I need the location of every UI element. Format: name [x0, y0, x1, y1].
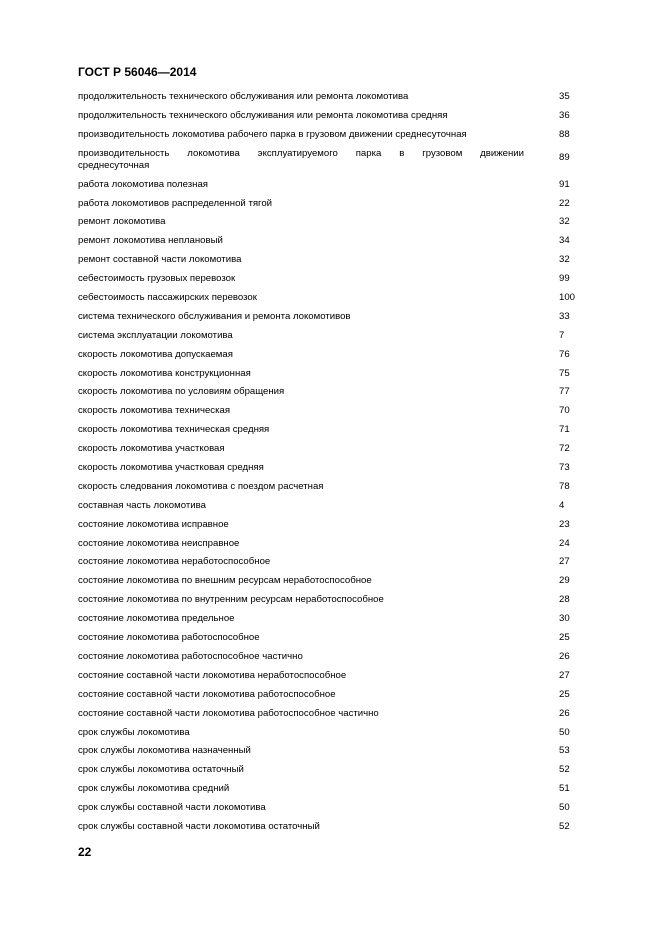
- index-number: 53: [559, 745, 570, 757]
- index-term: состояние локомотива работоспособное частично: [78, 650, 303, 662]
- index-entry: [78, 235, 588, 247]
- index-entry: [78, 481, 588, 493]
- index-entry: [78, 311, 588, 323]
- index-term: состояние локомотива работоспособное: [78, 632, 260, 644]
- index-entry: [78, 330, 588, 342]
- index-term: продолжительность технического обслуживания или ремонта локомотива средняя: [78, 109, 448, 121]
- index-entry: [78, 292, 588, 304]
- index-term: срок службы составной части локомотива остаточный: [78, 820, 320, 832]
- index-number: 36: [559, 109, 570, 121]
- index-entry: [78, 91, 588, 103]
- index-term: состояние локомотива по внешним ресурсам неработоспособное: [78, 575, 372, 587]
- index-entry: [78, 110, 588, 122]
- index-term: состояние локомотива неисправное: [78, 537, 240, 549]
- index-number: 25: [559, 688, 570, 700]
- index-entry: [78, 538, 588, 550]
- index-term: ремонт локомотива: [78, 216, 166, 228]
- index-entry: [78, 783, 588, 795]
- document-header: ГОСТ Р 56046—2014: [78, 65, 197, 79]
- index-entry: [78, 594, 588, 606]
- index-number: 33: [559, 310, 570, 322]
- index-term: продолжительность технического обслуживания или ремонта локомотива: [78, 91, 409, 102]
- index-term: составная часть локомотива: [78, 499, 206, 511]
- index-term: состояние локомотива неработоспособное: [78, 556, 271, 568]
- index-entry: [78, 689, 588, 701]
- index-term-line2: среднесуточная: [78, 159, 150, 171]
- index-entry: [78, 405, 588, 417]
- index-number: 78: [559, 480, 570, 492]
- index-number: 32: [559, 216, 570, 228]
- index-term: скорость локомотива конструкционная: [78, 367, 251, 379]
- index-entry: [78, 632, 588, 644]
- index-term: срок службы локомотива остаточный: [78, 764, 244, 776]
- index-term: состояние составной части локомотива работоспособное частично: [78, 707, 379, 719]
- index-number: 77: [559, 386, 570, 398]
- index-entry: [78, 129, 588, 141]
- index-entry: [78, 708, 588, 720]
- index-entry: [78, 802, 588, 814]
- index-entry: [78, 821, 588, 833]
- index-term: срок службы локомотива назначенный: [78, 745, 251, 757]
- index-entry: [78, 727, 588, 739]
- index-number: 70: [559, 405, 570, 417]
- index-entry: [78, 443, 588, 455]
- index-number: 7: [559, 329, 565, 341]
- index-number: 72: [559, 443, 570, 455]
- index-term: производительность локомотива рабочего парка в грузовом движении среднесуточная: [78, 128, 467, 140]
- index-number: 30: [559, 613, 570, 625]
- index-entry: [78, 424, 588, 436]
- index-number: 26: [559, 707, 570, 719]
- index-number: 27: [559, 669, 570, 681]
- index-number: 34: [559, 235, 570, 247]
- index-number: 25: [559, 632, 570, 644]
- index-entry: [78, 349, 588, 361]
- index-entry: [78, 462, 588, 474]
- index-term: срок службы локомотива средний: [78, 783, 230, 795]
- term-index-list: [78, 91, 588, 840]
- index-number: 73: [559, 462, 570, 474]
- index-term-line1: производительность локомотива эксплуатируемого парка в грузовом движении: [78, 147, 524, 159]
- index-term: скорость локомотива техническая средняя: [78, 424, 270, 436]
- index-term: скорость локомотива техническая: [78, 405, 231, 417]
- index-term: [78, 148, 524, 172]
- index-number: 50: [559, 726, 570, 738]
- index-entry: [78, 500, 588, 512]
- index-entry: [78, 148, 588, 172]
- index-term: состояние составной части локомотива работоспособное: [78, 688, 336, 700]
- index-number: 26: [559, 650, 570, 662]
- index-entry: [78, 613, 588, 625]
- index-entry: [78, 519, 588, 531]
- index-term: состояние локомотива по внутренним ресурсам неработоспособное: [78, 594, 384, 606]
- index-number: 100: [559, 292, 576, 304]
- index-term: система эксплуатации локомотива: [78, 329, 233, 341]
- index-term: скорость локомотива допускаемая: [78, 348, 233, 360]
- index-number: 28: [559, 594, 570, 606]
- index-entry: [78, 386, 588, 398]
- index-term: состояние составной части локомотива неработоспособное: [78, 669, 347, 681]
- page-number: 22: [78, 845, 92, 859]
- index-entry: [78, 745, 588, 757]
- index-term: скорость следования локомотива с поездом расчетная: [78, 480, 324, 492]
- index-entry: [78, 368, 588, 380]
- index-number: 51: [559, 783, 570, 795]
- index-entry: [78, 575, 588, 587]
- index-number: 91: [559, 178, 570, 190]
- index-entry: [78, 273, 588, 285]
- index-entry: [78, 764, 588, 776]
- index-number: 29: [559, 575, 570, 587]
- index-term: скорость локомотива участковая средняя: [78, 462, 264, 474]
- index-term: себестоимость пассажирских перевозок: [78, 292, 257, 304]
- index-term: скорость локомотива участковая: [78, 443, 225, 455]
- index-term: скорость локомотива по условиям обращения: [78, 386, 285, 398]
- index-entry: [78, 216, 588, 228]
- index-number: 76: [559, 348, 570, 360]
- index-number: 22: [559, 197, 570, 209]
- index-entry: [78, 670, 588, 682]
- index-number: 35: [559, 91, 570, 102]
- index-entry: [78, 179, 588, 191]
- index-term: работа локомотивов распределенной тягой: [78, 197, 273, 209]
- index-number: 24: [559, 537, 570, 549]
- index-number: 23: [559, 518, 570, 530]
- index-number: 75: [559, 367, 570, 379]
- index-number: 89: [559, 151, 570, 163]
- index-number: 52: [559, 820, 570, 832]
- index-number: 27: [559, 556, 570, 568]
- index-number: 50: [559, 802, 570, 814]
- index-number: 4: [559, 499, 565, 511]
- index-term: состояние локомотива предельное: [78, 613, 235, 625]
- index-entry: [78, 198, 588, 210]
- index-term: ремонт составной части локомотива: [78, 254, 242, 266]
- index-number: 71: [559, 424, 570, 436]
- index-number: 32: [559, 254, 570, 266]
- index-number: 88: [559, 128, 570, 140]
- index-term: срок службы составной части локомотива: [78, 802, 266, 814]
- index-number: 52: [559, 764, 570, 776]
- index-number: 99: [559, 273, 570, 285]
- index-entry: [78, 651, 588, 663]
- index-entry: [78, 254, 588, 266]
- index-term: система технического обслуживания и ремонта локомотивов: [78, 310, 351, 322]
- index-term: ремонт локомотива неплановый: [78, 235, 223, 247]
- index-term: себестоимость грузовых перевозок: [78, 273, 236, 285]
- index-term: работа локомотива полезная: [78, 178, 208, 190]
- index-term: срок службы локомотива: [78, 726, 190, 738]
- index-entry: [78, 556, 588, 568]
- index-term: состояние локомотива исправное: [78, 518, 229, 530]
